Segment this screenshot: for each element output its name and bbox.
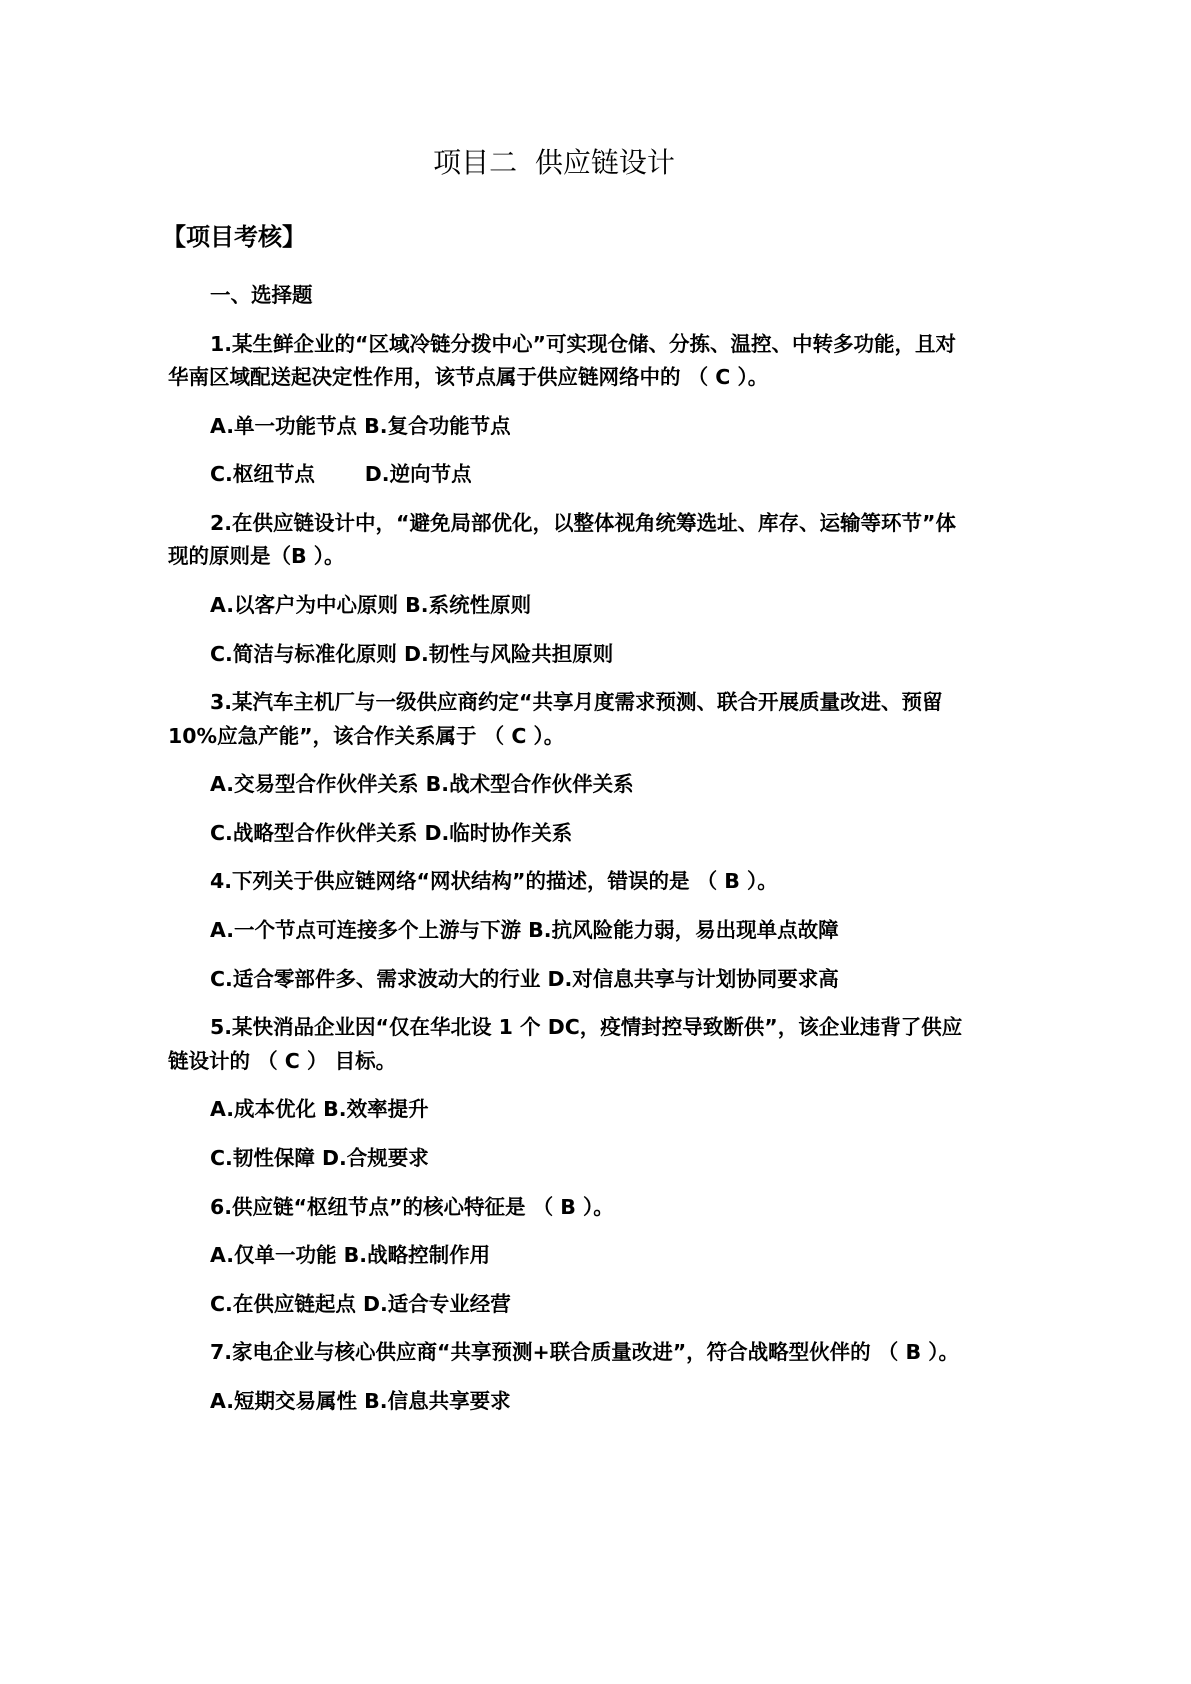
question-2-stem (168, 507, 956, 574)
question-6-stem (168, 1191, 940, 1225)
subsection-title: 一、选择题 (210, 283, 313, 307)
question-3-options-ab: A.交易型合作伙伴关系 B.战术型合作伙伴关系 (210, 772, 634, 797)
question-1-stem (168, 328, 956, 395)
question-stem-line: 4.下列关于供应链网络“网状结构”的描述，错误的是 （ B ）。 (210, 869, 778, 894)
section-header: 【项目考核】 (162, 223, 306, 251)
question-list (168, 279, 963, 1433)
question-stem-line: 3.某汽车主机厂与一级供应商约定“共享月度需求预测、联合开展质量改进、预留 (210, 690, 943, 715)
question-4-options-cd: C.适合零部件多、需求波动大的行业 D.对信息共享与计划协同要求高 (210, 966, 839, 991)
question-stem-line: 1.某生鲜企业的“区域冷链分拨中心”可实现仓储、分拣、温控、中转多功能，且对 (210, 331, 956, 356)
question-6-options-cd: C.在供应链起点 D.适合专业经营 (210, 1291, 511, 1316)
question-stem-line: 6.供应链“枢纽节点”的核心特征是 （ B ）。 (210, 1194, 614, 1219)
question-5-options-cd: C.韧性保障 D.合规要求 (210, 1145, 429, 1170)
question-1-options-ab: A.单一功能节点 B.复合功能节点 (210, 413, 511, 438)
question-2-options-ab: A.以客户为中心原则 B.系统性原则 (210, 592, 532, 617)
question-stem-line: 华南区域配送起决定性作用，该节点属于供应链网络中的 （ C ）。 (168, 365, 769, 390)
question-stem-line: 2.在供应链设计中，“避免局部优化，以整体视角统筹选址、库存、运输等环节”体 (210, 510, 956, 535)
page-title: 项目二 供应链设计 (433, 146, 675, 179)
question-7-stem (168, 1336, 959, 1370)
question-stem-line: 5.某快消品企业因“仅在华北设 1 个 DC，疫情封控导致断供”，该企业违背了供应 (210, 1015, 963, 1040)
question-3-stem (168, 686, 943, 753)
question-stem-line: 链设计的 （ C ） 目标。 (168, 1048, 397, 1073)
question-3-options-cd: C.战略型合作伙伴关系 D.临时协作关系 (210, 820, 573, 845)
question-5-options-ab: A.成本优化 B.效率提升 (210, 1097, 429, 1122)
question-4-stem (168, 865, 940, 899)
question-stem-line: 现的原则是（B ）。 (168, 544, 345, 569)
question-6-options-ab: A.仅单一功能 B.战略控制作用 (210, 1243, 491, 1268)
question-1-options-cd: C.枢纽节点 D.逆向节点 (210, 462, 472, 487)
question-stem-line: 7.家电企业与核心供应商“共享预测+联合质量改进”，符合战略型伙伴的 （ B ）。 (210, 1340, 959, 1365)
question-7-options-ab: A.短期交易属性 B.信息共享要求 (210, 1388, 511, 1413)
question-4-options-ab: A.一个节点可连接多个上游与下游 B.抗风险能力弱，易出现单点故障 (210, 918, 839, 943)
question-2-options-cd: C.简洁与标准化原则 D.韧性与风险共担原则 (210, 641, 614, 666)
question-5-stem (168, 1011, 963, 1078)
question-stem-line: 10%应急产能”，该合作关系属于 （ C ）。 (168, 723, 565, 748)
